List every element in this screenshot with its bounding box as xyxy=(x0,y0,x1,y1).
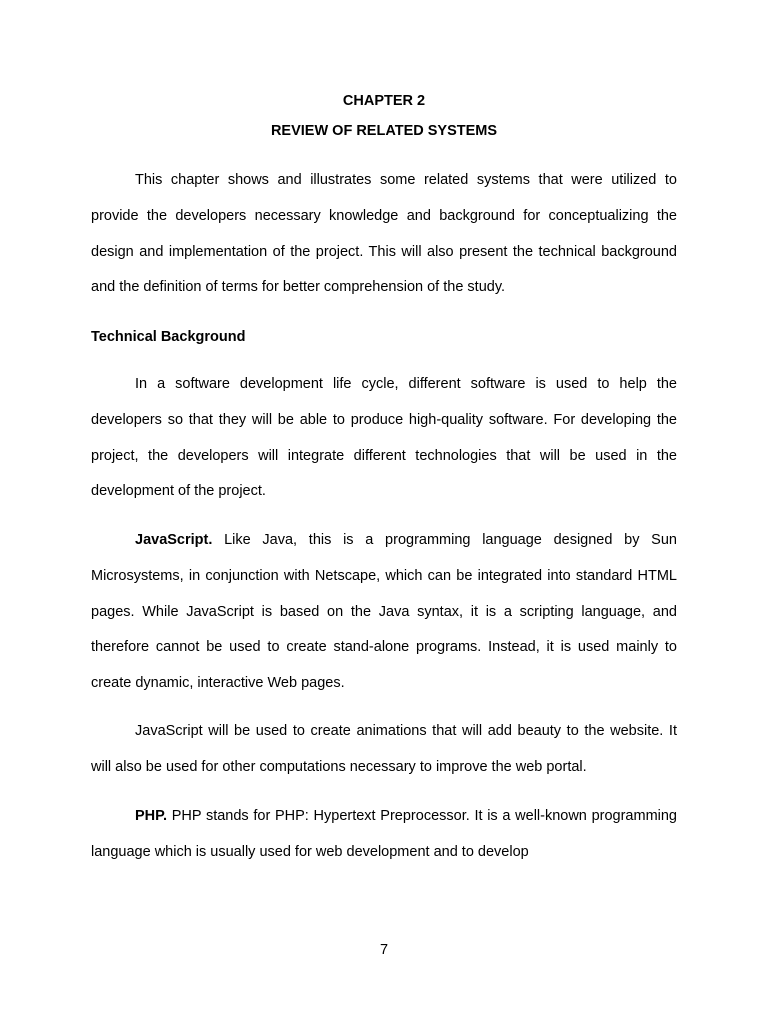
technical-background-paragraph: In a software development life cycle, different software is used to help the developers so that they will be able to produce high-quality software. For developing the project, the developers will integrate different technologies that will be used in the development of the project. xyxy=(91,376,677,500)
javascript-usage-paragraph: JavaScript will be used to create animations that will add beauty to the website. It will also be used for other computations necessary to improve the web portal. xyxy=(91,723,677,775)
javascript-term: JavaScript. xyxy=(135,532,213,548)
section-heading-technical-background: Technical Background xyxy=(91,329,246,345)
chapter-label: CHAPTER 2 xyxy=(342,93,426,109)
php-definition-paragraph xyxy=(91,799,677,871)
php-definition-text: PHP stands for PHP: Hypertext Preprocessor. It is a well-known programming language which is usually used for web development and to develop xyxy=(91,808,677,860)
javascript-definition-text: Like Java, this is a programming language designed by Sun Microsystems, in conjunction with Netscape, which can be integrated into standard HTML pages. While JavaScript is based on the Java syntax, it is a scripting language, and therefore cannot be used to create stand-alone programs. Instead, it is used mainly to create dynamic, interactive Web pages. xyxy=(91,532,677,692)
chapter-title: REVIEW OF RELATED SYSTEMS xyxy=(270,123,498,139)
javascript-definition-paragraph xyxy=(91,523,677,702)
page-number: 7 xyxy=(379,942,389,958)
php-term: PHP. xyxy=(135,808,167,824)
intro-paragraph: This chapter shows and illustrates some related systems that were utilized to provide the developers necessary knowledge and background for conceptualizing the design and implementation of the project. This will also present the technical background and the definition of terms for better comprehension of the study. xyxy=(91,172,677,296)
